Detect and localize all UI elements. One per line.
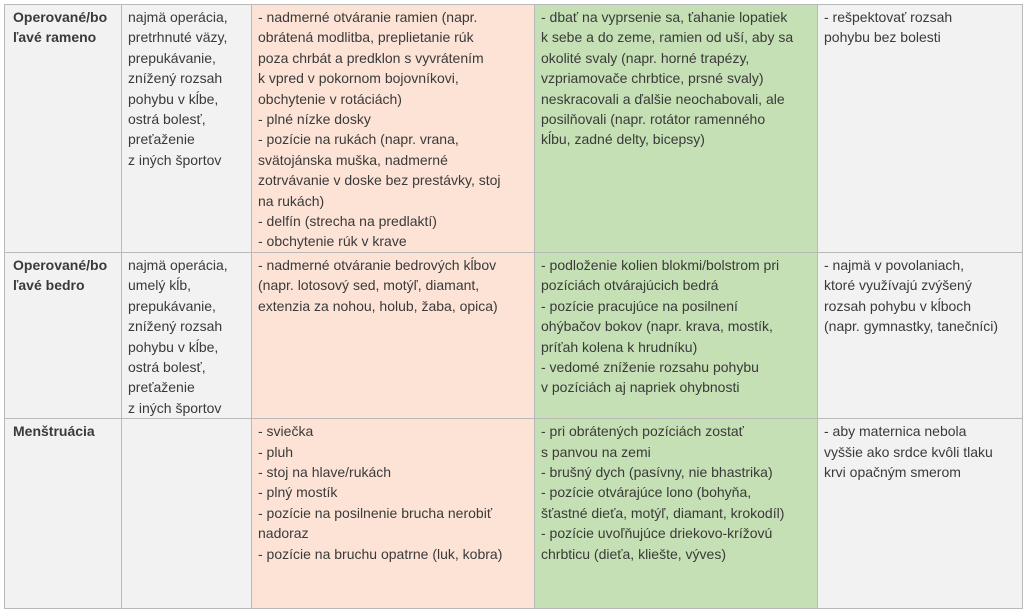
description-text: pretrhnuté väzy, <box>128 29 228 46</box>
recommend-text: ohýbačov bokov (napr. krava, mostík, <box>541 318 773 335</box>
avoid-text: - plný mostík <box>258 484 338 501</box>
recommend-text: - pozície otvárajúce lono (bohyňa, <box>541 484 752 501</box>
avoid-cell <box>252 419 535 609</box>
avoid-cell <box>252 252 535 418</box>
yoga-contraindications-table <box>4 4 1023 609</box>
description-text: umelý kĺb, <box>128 277 192 294</box>
description-text: preťaženie <box>128 379 195 396</box>
recommend-text: pozíciách otvárajúcich bedrá <box>541 277 719 294</box>
description-text: najmä operácia, <box>128 9 228 25</box>
recommend-cell <box>535 5 818 253</box>
recommend-text: - pozície uvoľňujúce driekovo-krížovú <box>541 525 773 542</box>
category-text: Operované/bo <box>13 9 108 25</box>
recommend-text: šťastné dieťa, motýľ, diamant, krokodíl) <box>541 504 785 521</box>
avoid-text: - nadmerné otváranie bedrových kĺbov <box>258 256 497 273</box>
avoid-text: nadoraz <box>258 525 309 542</box>
table-row <box>5 5 1023 253</box>
avoid-text: obrátená modlitba, preplietanie rúk <box>258 29 474 46</box>
description-text: prepukávanie, <box>128 49 216 66</box>
note-text: rozsah pohybu v kĺboch <box>824 297 972 314</box>
category-cell <box>5 5 122 253</box>
note-text: - aby maternica nebola <box>824 423 967 440</box>
recommend-text: - podloženie kolien blokmi/bolstrom pri <box>541 256 780 273</box>
recommend-text: chrbticu (dieťa, kliešte, výves) <box>541 545 726 562</box>
recommend-text: s panvou na zemi <box>541 443 651 460</box>
note-text: - najmä v povolaniach, <box>824 256 965 273</box>
description-cell <box>122 252 252 418</box>
avoid-cell <box>252 5 535 253</box>
note-cell <box>818 252 1023 418</box>
avoid-text: - pozície na rukách (napr. vrana, <box>258 131 459 148</box>
avoid-text: - obchytenie rúk v krave <box>258 233 407 250</box>
recommend-text: - pri obrátených pozíciách zostať <box>541 423 744 440</box>
avoid-text: (napr. lotosový sed, motýľ, diamant, <box>258 277 480 294</box>
recommend-text: kĺbu, zadné delty, bicepsy) <box>541 131 705 148</box>
category-text: Menštruácia <box>13 423 95 440</box>
recommend-cell <box>535 252 818 418</box>
description-cell <box>122 419 252 609</box>
category-cell <box>5 252 122 418</box>
recommend-text: okolité svaly (napr. horné trapézy, <box>541 49 750 66</box>
description-text: znížený rozsah <box>128 70 223 87</box>
recommend-text: príťah kolena k hrudníku) <box>541 338 698 355</box>
recommend-text: - vedomé zníženie rozsahu pohybu <box>541 358 759 375</box>
avoid-text: zotrvávanie v doske bez prestávky, stoj <box>258 172 501 189</box>
description-cell <box>122 5 252 253</box>
category-cell <box>5 419 122 609</box>
recommend-text: v pozíciách aj napriek ohybnosti <box>541 379 740 396</box>
note-text: vyššie ako srdce kvôli tlaku <box>824 443 993 460</box>
avoid-text: - pluh <box>258 443 294 460</box>
recommend-text: - brušný dych (pasívny, nie bhastrika) <box>541 463 773 480</box>
description-text: z iných športov <box>128 399 222 416</box>
recommend-text: neskracovali a ďalšie neochabovali, ale <box>541 90 785 107</box>
avoid-text: k vpred v pokornom bojovníkovi, <box>258 70 459 87</box>
category-text: Operované/bo <box>13 256 108 273</box>
avoid-text: na rukách) <box>258 192 325 209</box>
description-text: preťaženie <box>128 131 195 148</box>
avoid-text: svätojánska muška, nadmerné <box>258 151 448 168</box>
note-cell <box>818 5 1023 253</box>
recommend-text: - pozície pracujúce na posilnení <box>541 297 738 314</box>
avoid-text: - plné nízke dosky <box>258 111 371 128</box>
category-text: ľavé bedro <box>13 277 85 294</box>
avoid-text: extenzia za nohou, holub, žaba, opica) <box>258 297 498 314</box>
description-text: prepukávanie, <box>128 297 216 314</box>
recommend-text: - dbať na vyprsenie sa, ťahanie lopatiek <box>541 9 788 25</box>
note-text: krvi opačným smerom <box>824 463 961 480</box>
description-text: ostrá bolesť, <box>128 358 206 375</box>
table-row <box>5 419 1023 609</box>
note-text: (napr. gymnastky, tanečníci) <box>824 318 999 335</box>
description-text: ostrá bolesť, <box>128 111 206 128</box>
table-row <box>5 252 1023 418</box>
avoid-text: - pozície na bruchu opatrne (luk, kobra) <box>258 545 503 562</box>
description-text: pohybu v kĺbe, <box>128 90 219 107</box>
avoid-text: obchytenie v rotáciách) <box>258 90 402 107</box>
note-cell <box>818 419 1023 609</box>
recommend-text: vzpriamovače chrbtice, prsné svaly) <box>541 70 764 87</box>
description-text: znížený rozsah <box>128 318 223 335</box>
avoid-text: - delfín (strecha na predlaktí) <box>258 213 437 230</box>
avoid-text: - nadmerné otváranie ramien (napr. <box>258 9 478 25</box>
avoid-text: - stoj na hlave/rukách <box>258 463 392 480</box>
avoid-text: poza chrbát a predklon s vyvrátením <box>258 49 484 66</box>
avoid-text: - pozície na posilnenie brucha nerobiť <box>258 504 493 521</box>
description-text: pohybu v kĺbe, <box>128 338 219 355</box>
category-text: ľavé rameno <box>13 29 97 46</box>
avoid-text: - sviečka <box>258 423 314 440</box>
note-text: - rešpektovať rozsah <box>824 9 953 25</box>
recommend-cell <box>535 419 818 609</box>
note-text: ktoré využívajú zvýšený <box>824 277 972 294</box>
note-text: pohybu bez bolesti <box>824 29 941 46</box>
description-text: najmä operácia, <box>128 256 228 273</box>
recommend-text: k sebe a do zeme, ramien od uší, aby sa <box>541 29 794 46</box>
description-text: z iných športov <box>128 151 222 168</box>
recommend-text: posilňovali (napr. rotátor ramenného <box>541 111 766 128</box>
